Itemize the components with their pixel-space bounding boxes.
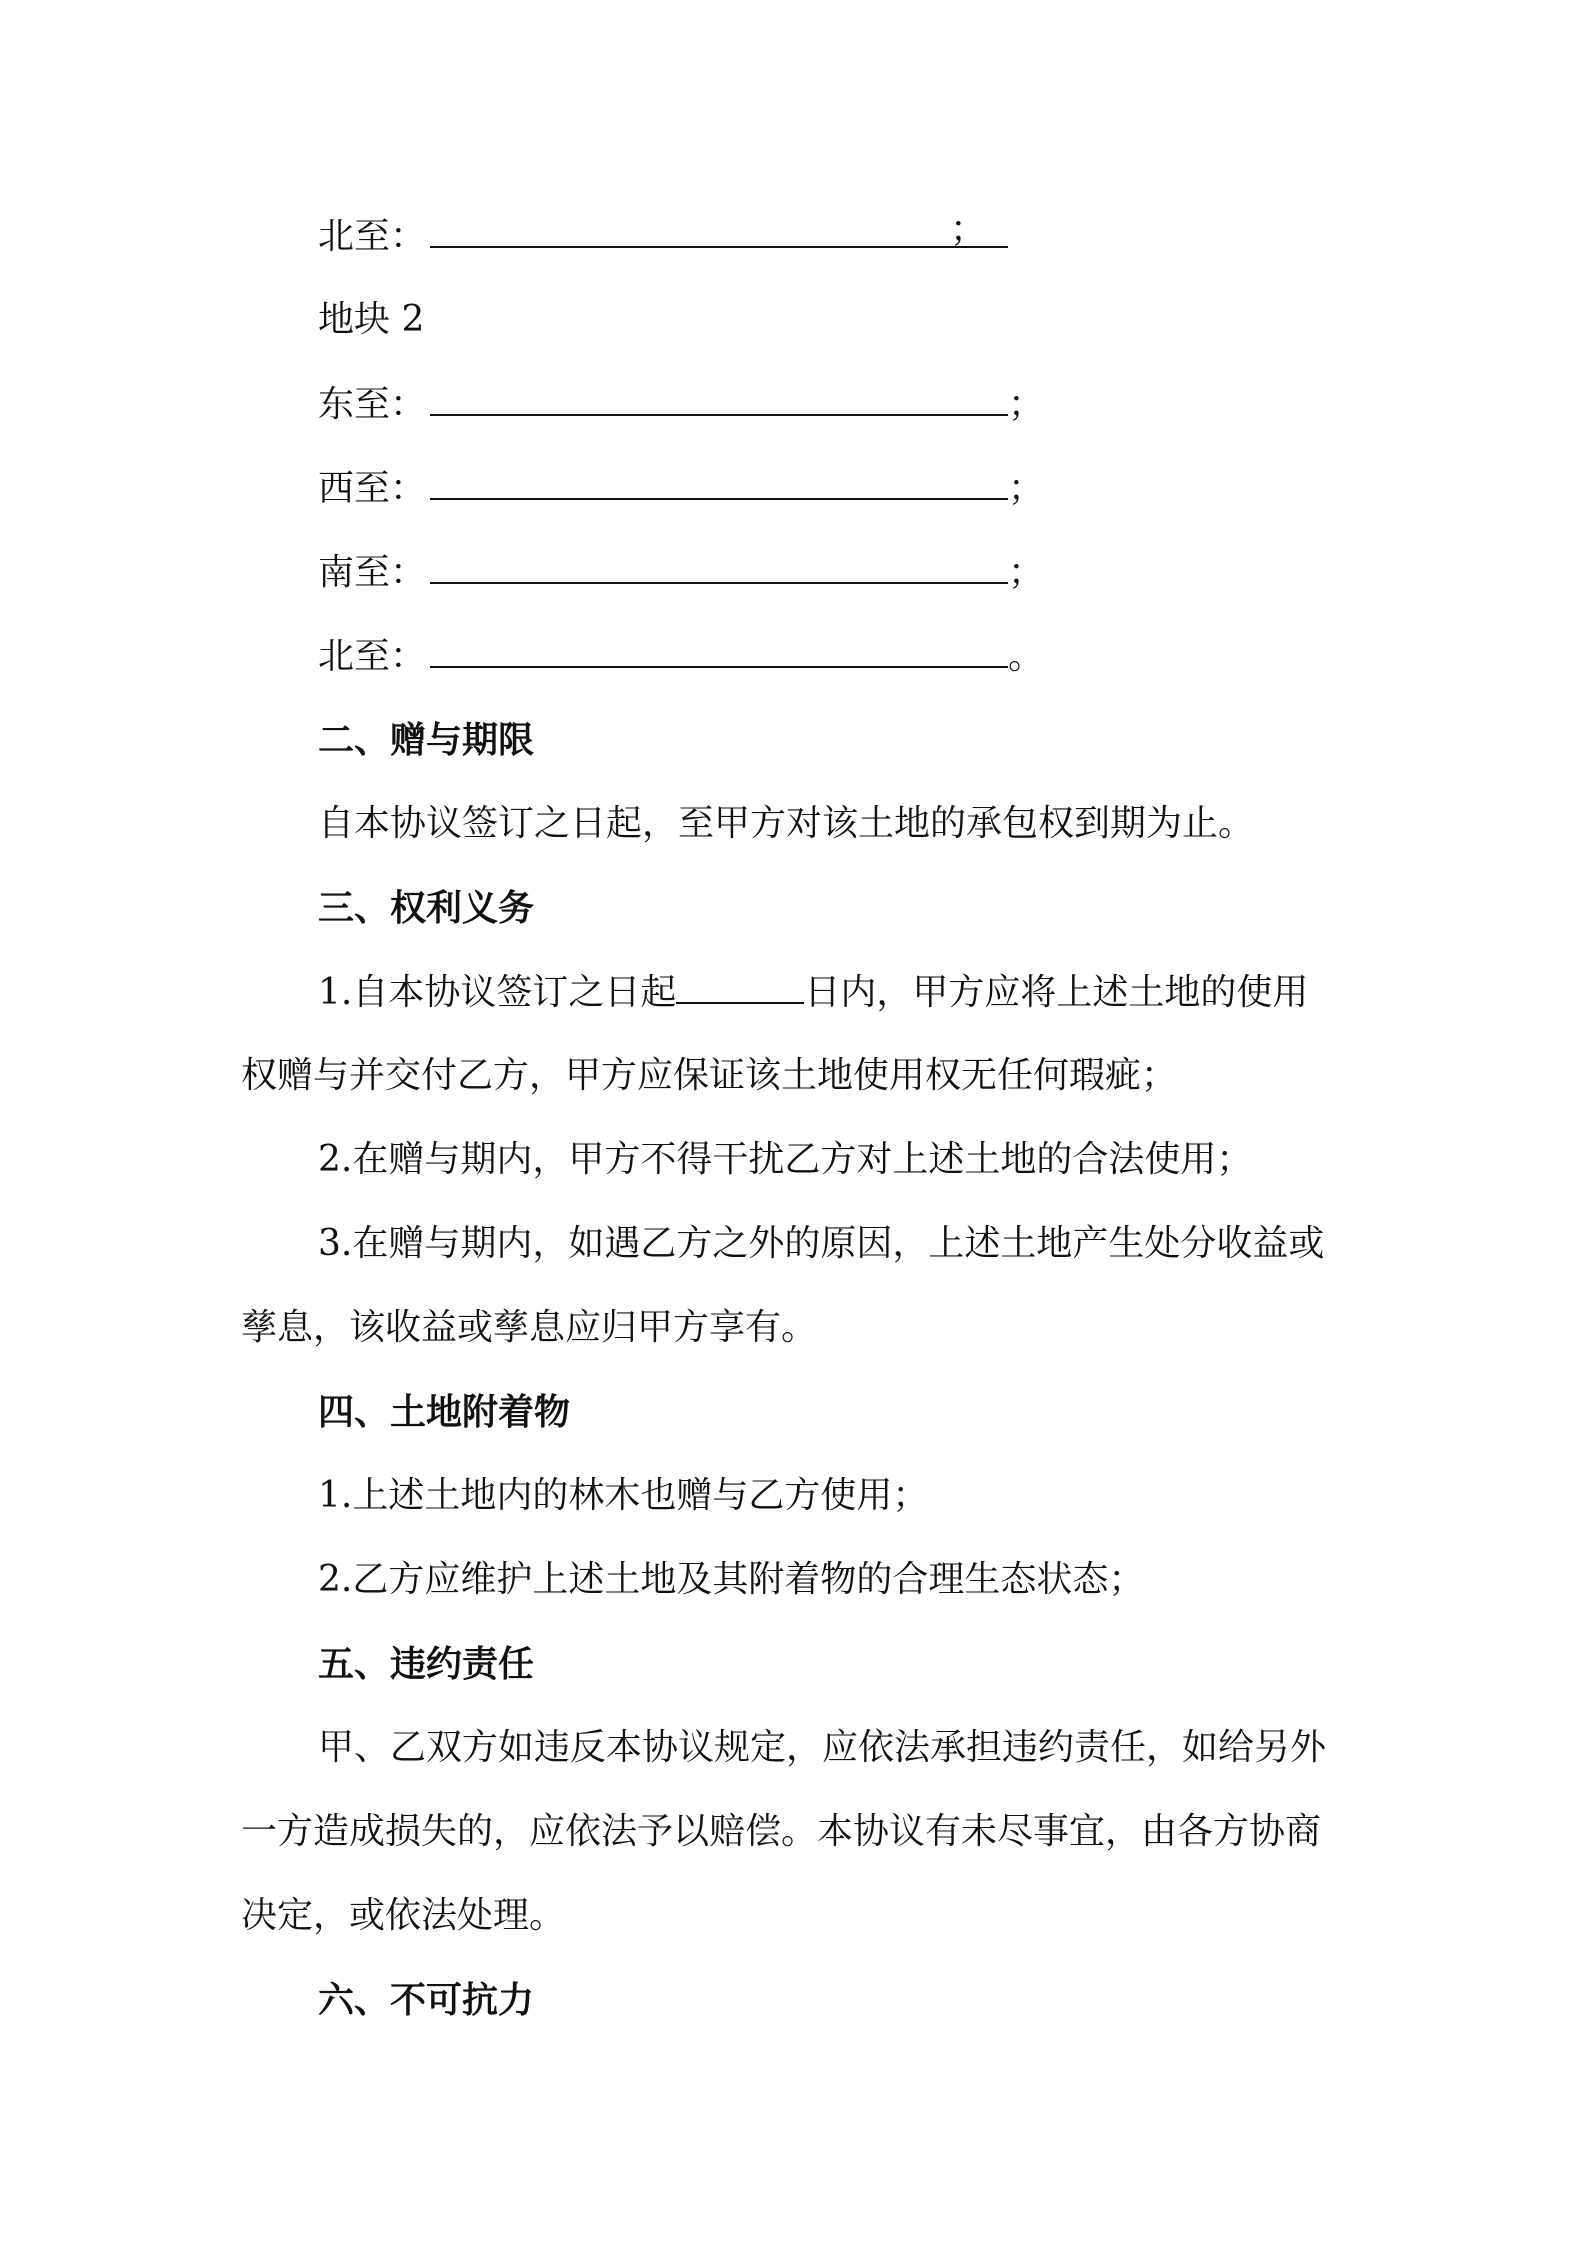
section3-item3-line1: 3.在赠与期内，如遇乙方之外的原因，上述土地产生处分收益或: [318, 1223, 1325, 1264]
section2-text: 自本协议签订之日起，至甲方对该土地的承包权到期为止。: [318, 803, 1255, 844]
section5-heading: 五、违约责任: [318, 1643, 535, 1685]
section3-item1-text-b: 日内，甲方应将上述土地的使用: [804, 972, 1309, 1013]
plot2-east-end: ；: [1008, 384, 1045, 425]
plot2-west-line: [318, 466, 1044, 511]
plot2-west-label: 西至：: [318, 468, 427, 509]
plot2-south-label: 南至：: [318, 552, 427, 593]
plot2-south-blank: [430, 550, 1008, 584]
section2-heading: 二、赠与期限: [318, 719, 535, 761]
plot1-north-label: 北至：: [318, 216, 427, 257]
plot2-west-blank: [430, 466, 1008, 500]
plot2-north-end: 。: [1008, 636, 1045, 677]
plot2-north-blank: [430, 634, 1008, 668]
plot1-north-line: [318, 209, 1008, 259]
section3-item3-line2: 孳息，该收益或孳息应归甲方享有。: [241, 1307, 818, 1348]
plot1-north-blank: [430, 209, 1008, 250]
section4-item1: 1.上述土地内的林木也赠与乙方使用；: [318, 1475, 929, 1516]
days-blank: [676, 970, 804, 1004]
plot2-south-end: ；: [1008, 552, 1045, 593]
section3-heading: 三、权利义务: [318, 887, 535, 929]
section3-item2: 2.在赠与期内，甲方不得干扰乙方对上述土地的合法使用；: [318, 1139, 1253, 1180]
section5-text-line1: 甲、乙双方如违反本协议规定，应依法承担违约责任，如给另外: [318, 1727, 1327, 1768]
plot1-north-end: ；: [950, 209, 987, 250]
plot2-north-label: 北至：: [318, 636, 427, 677]
plot2-west-end: ；: [1008, 468, 1045, 509]
plot2-east-label: 东至：: [318, 384, 427, 425]
section4-heading: 四、土地附着物: [318, 1391, 571, 1433]
section3-item1-line1: [318, 970, 1308, 1015]
plot2-east-blank: [430, 382, 1008, 416]
section6-heading: 六、不可抗力: [318, 1979, 535, 2021]
section3-item1-text-a: 1.自本协议签订之日起: [318, 972, 677, 1013]
section5-text-line3: 决定，或依法处理。: [241, 1895, 566, 1936]
section4-item2: 2.乙方应维护上述土地及其附着物的合理生态状态；: [318, 1559, 1145, 1600]
plot2-heading: 地块 2: [318, 299, 425, 340]
plot2-north-line: [318, 634, 1044, 679]
plot2-south-line: [318, 550, 1044, 595]
section3-item1-line2: 权赠与并交付乙方，甲方应保证该土地使用权无任何瑕疵；: [241, 1055, 1178, 1096]
section5-text-line2: 一方造成损失的，应依法予以赔偿。本协议有未尽事宜，由各方协商: [241, 1811, 1322, 1852]
plot2-east-line: [318, 382, 1044, 427]
